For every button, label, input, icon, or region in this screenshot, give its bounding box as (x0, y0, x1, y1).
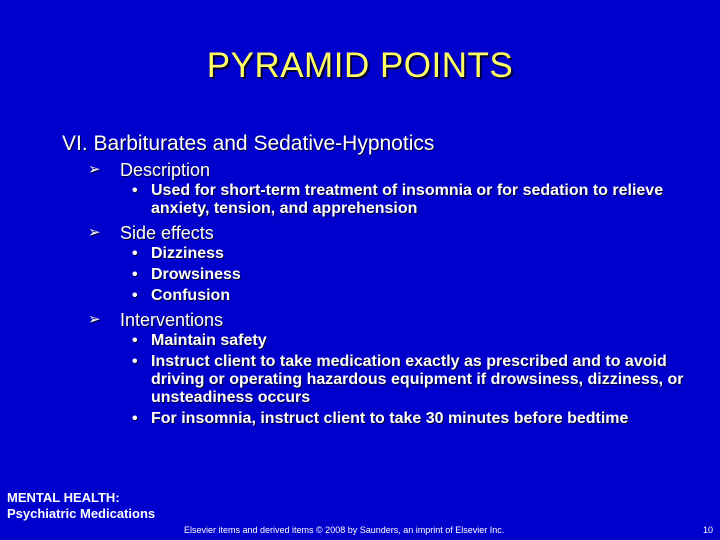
subheading-description (62, 158, 702, 182)
dot-bullet-icon: • (132, 287, 138, 304)
slide-content (62, 130, 702, 431)
list-item: • Confusion (132, 287, 231, 304)
copyright-notice: Elsevier items and derived items © 2008 by Saunders, an imprint of Elsevier Inc. (184, 525, 505, 535)
subheading-side-effects (62, 221, 702, 245)
subheading-label: Description (120, 160, 211, 180)
section-heading: VI. Barbiturates and Sedative-Hypnotics (62, 132, 435, 155)
arrow-bullet-icon: ➢ (88, 311, 101, 328)
bullet-list-side-effects (62, 245, 702, 305)
list-item: • Drowsiness (132, 266, 241, 283)
dot-bullet-icon: • (132, 182, 138, 199)
list-item: • Used for short-term treatment of insomnia or for sedation to relieve anxiety, tension, and apprehension (132, 182, 664, 217)
subheading-label: Side effects (120, 223, 214, 243)
arrow-bullet-icon: ➢ (88, 224, 101, 241)
dot-bullet-icon: • (132, 266, 138, 283)
list-item: • For insomnia, instruct client to take 30 minutes before bedtime (132, 410, 629, 427)
list-item: • Instruct client to take medication exactly as prescribed and to avoid driving or operating hazardous equipment if drowsiness, dizziness, or unsteadiness occurs (132, 353, 684, 406)
category-label (7, 490, 155, 522)
dot-bullet-icon: • (132, 245, 138, 262)
arrow-bullet-icon: ➢ (88, 161, 101, 178)
list-item: • Maintain safety (132, 332, 267, 349)
page-number: 10 (703, 525, 714, 535)
list-item: • Dizziness (132, 245, 224, 262)
dot-bullet-icon: • (132, 353, 138, 370)
category-line-2: Psychiatric Medications (7, 506, 156, 521)
subheading-interventions (62, 308, 702, 332)
slide-title: PYRAMID POINTS (206, 46, 514, 85)
dot-bullet-icon: • (132, 410, 138, 427)
category-line-1: MENTAL HEALTH: (7, 490, 120, 505)
bullet-list-interventions (62, 332, 702, 428)
bullet-list-description (62, 182, 702, 218)
dot-bullet-icon: • (132, 332, 138, 349)
subheading-label: Interventions (120, 310, 224, 330)
